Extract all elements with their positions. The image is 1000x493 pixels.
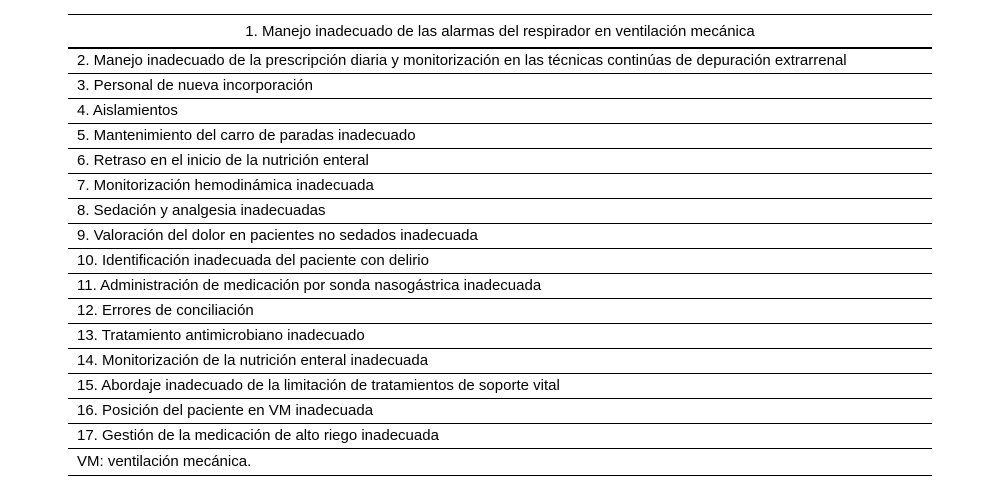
indicator-table — [68, 14, 932, 476]
table-row: 11. Administración de medicación por sonda nasogástrica inadecuada — [68, 273, 932, 298]
table-row: 7. Monitorización hemodinámica inadecuada — [68, 173, 932, 198]
table-row: 2. Manejo inadecuado de la prescripción diaria y monitorización en las técnicas continúas de depuración extrarrenal — [68, 47, 932, 73]
table-row: 8. Sedación y analgesia inadecuadas — [68, 198, 932, 223]
table-row: 17. Gestión de la medicación de alto riego inadecuada — [68, 423, 932, 448]
table-row: 5. Mantenimiento del carro de paradas inadecuado — [68, 123, 932, 148]
table-row: 3. Personal de nueva incorporación — [68, 73, 932, 98]
table-row: 13. Tratamiento antimicrobiano inadecuado — [68, 323, 932, 348]
table-header: 1. Manejo inadecuado de las alarmas del respirador en ventilación mecánica — [68, 14, 932, 47]
table-row: 6. Retraso en el inicio de la nutrición enteral — [68, 148, 932, 173]
table-row: 4. Aislamientos — [68, 98, 932, 123]
table-row: 9. Valoración del dolor en pacientes no sedados inadecuada — [68, 223, 932, 248]
table-row: 14. Monitorización de la nutrición enteral inadecuada — [68, 348, 932, 373]
table-row: 10. Identificación inadecuada del paciente con delirio — [68, 248, 932, 273]
table-row: 16. Posición del paciente en VM inadecuada — [68, 398, 932, 423]
table-footnote: VM: ventilación mecánica. — [68, 448, 932, 476]
table-row: 12. Errores de conciliación — [68, 298, 932, 323]
table-row: 15. Abordaje inadecuado de la limitación de tratamientos de soporte vital — [68, 373, 932, 398]
